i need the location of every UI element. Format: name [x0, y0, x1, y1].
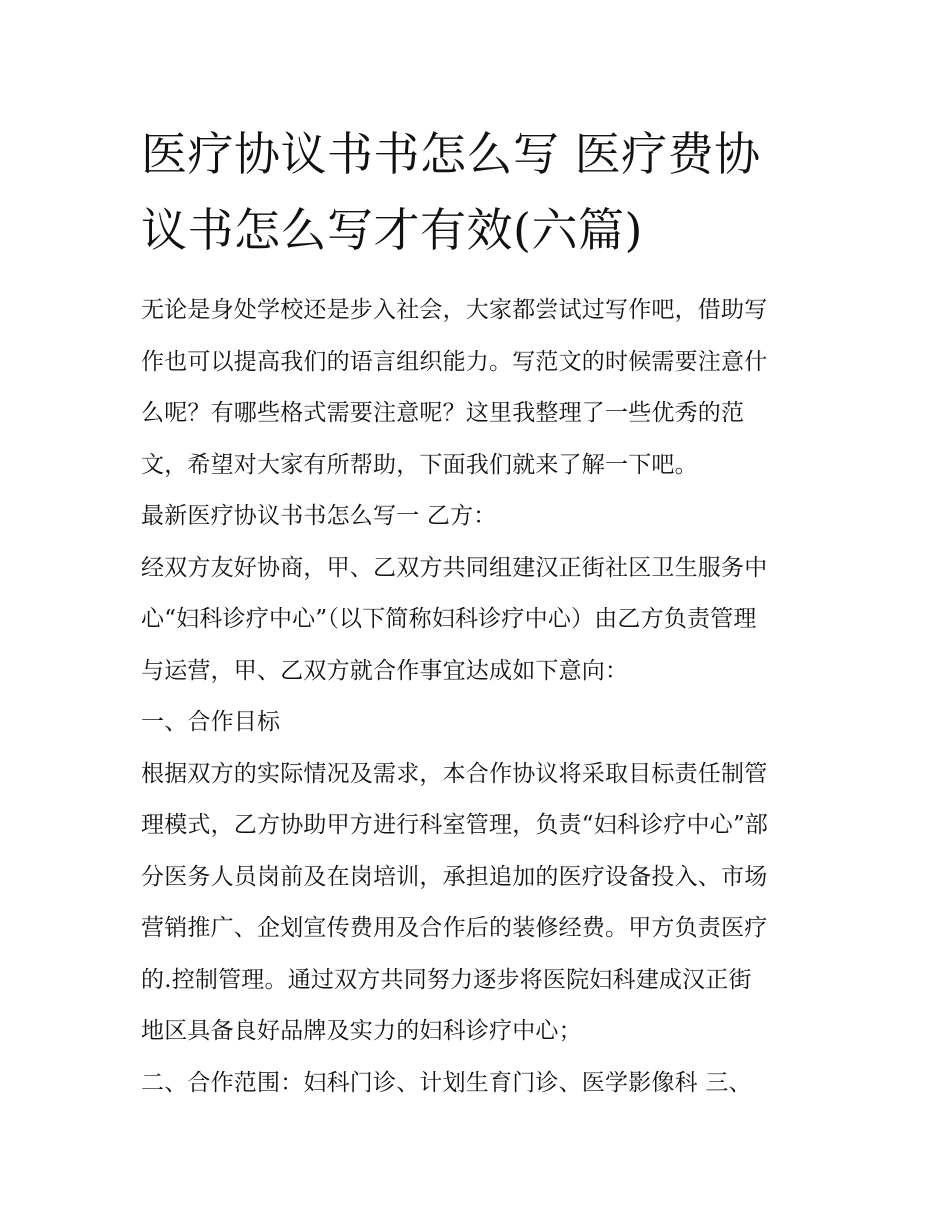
- text-line: 一、合作目标: [141, 709, 281, 735]
- text-line: 与运营，甲、乙双方就合作事宜达成如下意向：: [141, 657, 629, 684]
- section-heading: [141, 491, 821, 543]
- intro-paragraph: [141, 285, 821, 491]
- text-line: 理模式，乙方协助甲方进行科室管理，负责“妇科诊疗中心”部: [141, 812, 769, 838]
- text-line: 经双方友好协商，甲、乙双方共同组建汉正街社区卫生服务中: [141, 554, 768, 581]
- text-line: 的.控制管理。通过双方共同努力逐步将医院妇科建成汉正街: [141, 966, 752, 993]
- text-line: 么呢？有哪些格式需要注意呢？这里我整理了一些优秀的范: [141, 400, 745, 426]
- text-line: 营销推广、企划宣传费用及合作后的装修经费。甲方负责医疗: [141, 915, 768, 941]
- clause-paragraph: [141, 749, 821, 1058]
- title-line: 医疗协议书书怎么写 医疗费协: [141, 127, 761, 181]
- text-line: 心“妇科诊疗中心”（以下简称妇科诊疗中心）由乙方负责管理: [141, 606, 757, 632]
- agreement-paragraph: [141, 543, 821, 698]
- text-line: 无论是身处学校还是步入社会，大家都尝试过写作吧，借助写: [141, 297, 768, 323]
- clause-heading: [141, 697, 821, 749]
- scope-paragraph: [141, 1058, 821, 1110]
- text-line: 分医务人员岗前及在岗培训，承担追加的医疗设备投入、市场: [141, 863, 768, 890]
- text-line: 文，希望对大家有所帮助，下面我们就来了解一下吧。: [141, 451, 698, 478]
- text-line: 最新医疗协议书书怎么写一 乙方：: [141, 503, 497, 529]
- text-line: 作也可以提高我们的语言组织能力。写范文的时候需要注意什: [141, 348, 768, 375]
- text-line: 地区具备良好品牌及实力的妇科诊疗中心；: [141, 1018, 582, 1044]
- text-line: 根据双方的实际情况及需求，本合作协议将采取目标责任制管: [141, 760, 768, 787]
- document-body: [141, 285, 821, 1109]
- title-line: 议书怎么写才有效(六篇): [141, 203, 643, 257]
- text-line: 二、合作范围：妇科门诊、计划生育门诊、医学影像科 三、: [141, 1069, 752, 1096]
- document-title: [141, 116, 821, 268]
